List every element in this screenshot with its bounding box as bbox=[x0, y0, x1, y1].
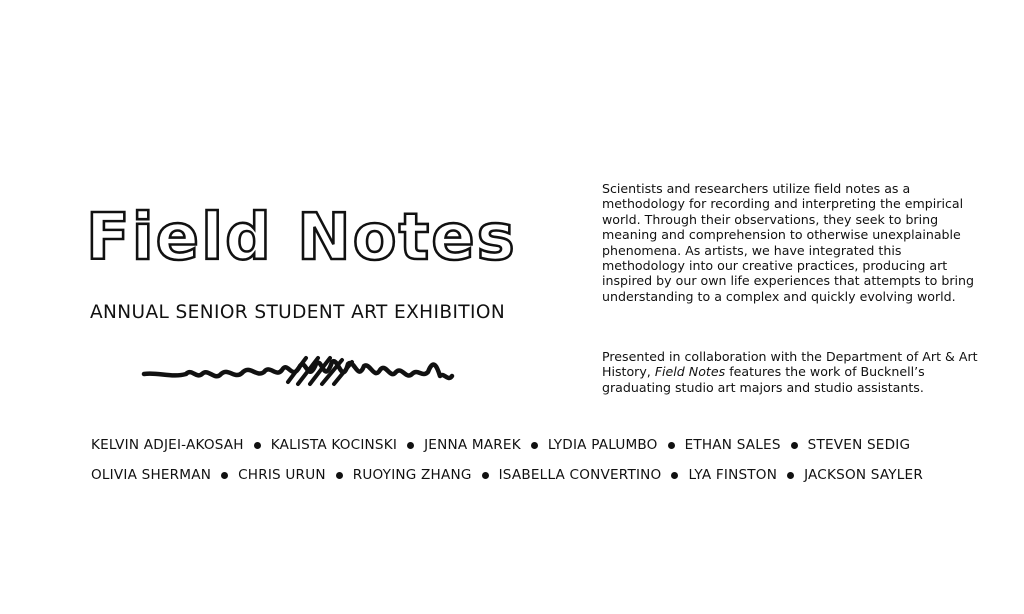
exhibition-subtitle: ANNUAL SENIOR STUDENT ART EXHIBITION bbox=[90, 302, 506, 323]
bullet-dot bbox=[791, 442, 798, 449]
bullet-dot bbox=[531, 442, 538, 449]
artist-name: KELVIN ADJEI-AKOSAH bbox=[91, 437, 244, 453]
artist-name: ETHAN SALES bbox=[684, 437, 781, 453]
artist-name: LYA FINSTON bbox=[688, 467, 778, 483]
artist-name: JENNA MAREK bbox=[424, 437, 521, 453]
credit-title-italic: Field Notes bbox=[654, 364, 726, 380]
bullet-dot bbox=[482, 472, 489, 479]
artist-name: JACKSON SAYLER bbox=[804, 467, 923, 483]
artist-name: LYDIA PALUMBO bbox=[547, 437, 658, 453]
bullet-dot bbox=[407, 442, 414, 449]
scribble-decoration bbox=[138, 348, 458, 393]
artist-name: KALISTA KOCINSKI bbox=[270, 437, 398, 453]
exhibition-description: Scientists and researchers utilize field notes as a methodology for recording and interpreting the empirical world. Through their observations, they seek to bring meaning and comprehension to otherwise unexplainable phenomena. As artists, we have integrated this methodology into our creative practices, producing art inspired by our own life experiences that attempts to bring understanding to a complex and quickly evolving world. bbox=[602, 181, 975, 304]
artist-name: ISABELLA CONVERTINO bbox=[498, 467, 662, 483]
credit-text-after: features the work of Bucknell’s graduating studio art majors and studio assistants. bbox=[602, 364, 925, 395]
artist-row bbox=[91, 430, 991, 460]
bullet-dot bbox=[221, 472, 228, 479]
bullet-dot bbox=[336, 472, 343, 479]
exhibition-credit bbox=[602, 349, 987, 395]
exhibition-title: Field Notes bbox=[86, 201, 517, 275]
bullet-dot bbox=[254, 442, 261, 449]
artist-name: OLIVIA SHERMAN bbox=[91, 467, 212, 483]
artist-name: CHRIS URUN bbox=[238, 467, 326, 483]
artist-names bbox=[91, 430, 991, 490]
bullet-dot bbox=[787, 472, 794, 479]
bullet-dot bbox=[668, 442, 675, 449]
artist-row bbox=[91, 460, 991, 490]
artist-name: RUOYING ZHANG bbox=[352, 467, 472, 483]
bullet-dot bbox=[671, 472, 678, 479]
artist-name: STEVEN SEDIG bbox=[807, 437, 911, 453]
credit-text-before: Presented in collaboration with the Department of Art & Art History, bbox=[602, 349, 978, 380]
